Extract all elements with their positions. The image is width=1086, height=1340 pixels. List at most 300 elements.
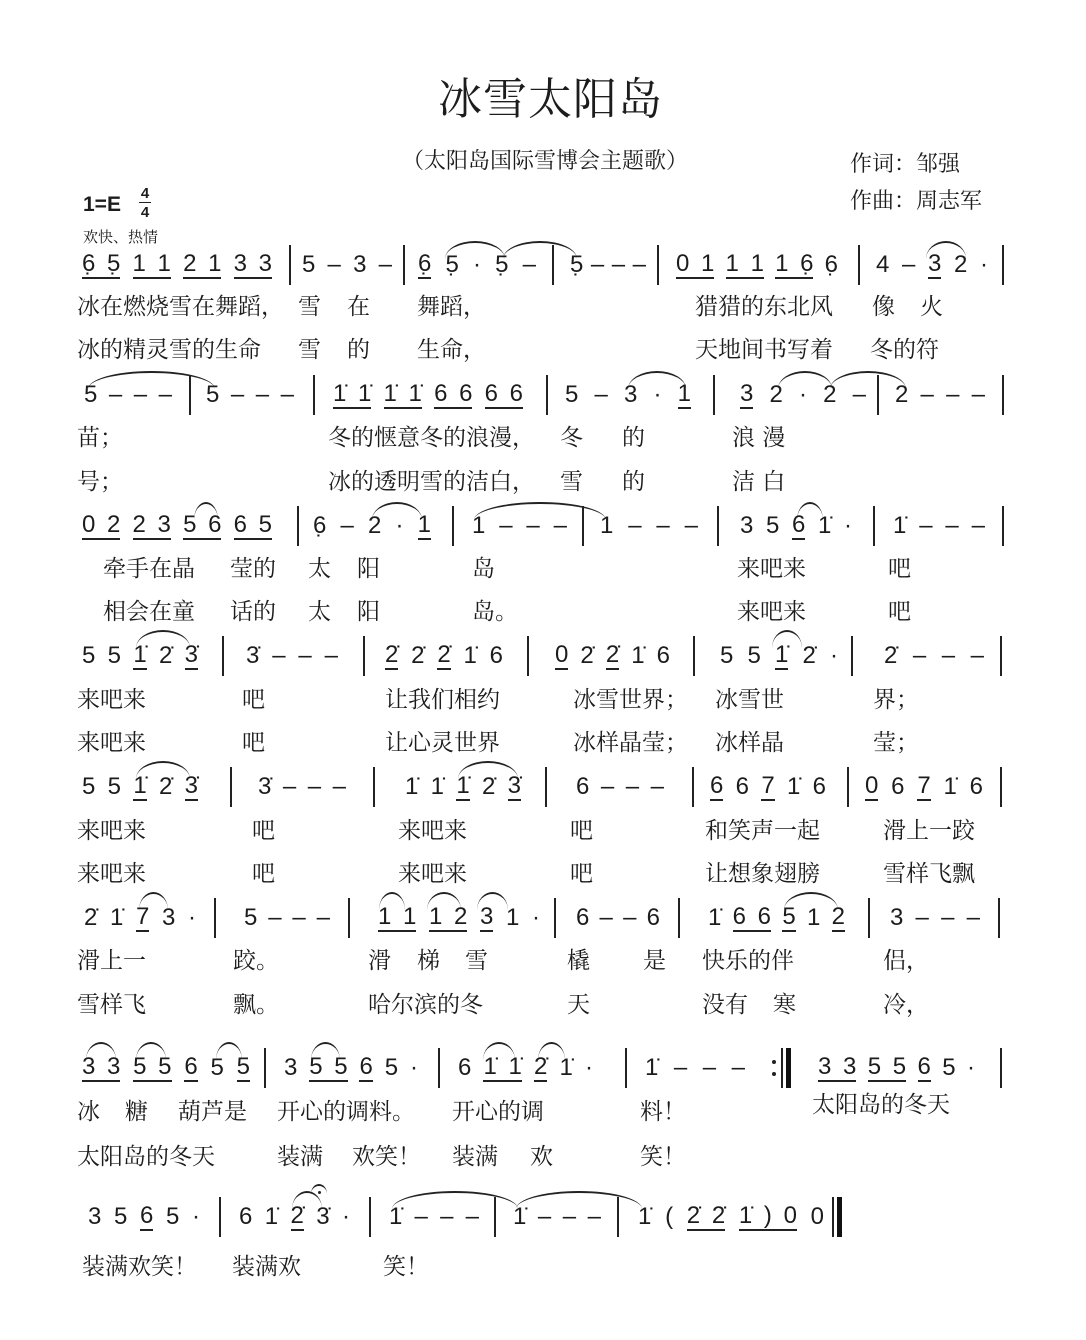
note: – [945,512,959,539]
lyric: 让我们相约 [385,687,500,713]
slur [483,1042,515,1060]
note: 2 [954,251,968,278]
lyric: 冰的精灵雪的生命 [77,337,261,363]
lyric: 火 [920,294,943,320]
lyric: 吧 [570,861,593,887]
note: – [684,512,698,539]
note: – [628,512,642,539]
barline [858,245,860,285]
note: 6 [969,773,983,800]
note: 3̇ [246,642,260,669]
lyric: 冰雪世 [715,687,784,713]
note: – [526,512,540,539]
note: – [230,381,245,408]
time-signature-numerator: 4 [140,185,150,202]
note: 5 [107,642,122,669]
barline [873,506,875,546]
note: 3̇ [316,1203,330,1230]
note: · [342,1203,350,1230]
note-group: 6 6 [732,903,772,930]
lyric: 阳 [357,599,380,625]
lyric: 冷， [883,992,929,1018]
barline [214,898,216,938]
note: – [941,904,955,931]
slur [139,892,168,910]
note: 2̇ [158,642,173,669]
lyric: 来吧来 [77,818,146,844]
note: 1̇ [133,641,147,668]
note: 2 [895,381,909,408]
note: · [409,1054,418,1081]
note: – [673,1054,688,1081]
barline [851,636,853,676]
time-signature-denominator: 4 [140,204,150,221]
note: – [702,1054,717,1081]
time-signature-divider [139,202,151,203]
measure [284,1051,418,1085]
note: – [590,251,605,278]
note: 5 [84,381,98,408]
note: 1̇ [775,641,789,668]
lyric: 冬的符 [870,337,939,363]
lyric: 糖 [125,1099,148,1125]
lyric: 欢 [530,1144,553,1170]
note-group: 1 1 [725,250,764,277]
note: – [378,251,392,278]
note: · [844,512,852,539]
note: 6 [812,773,826,800]
note: 1̇ [430,773,445,800]
tempo-marking: 欢快、热情 [83,228,159,246]
note: – [307,773,322,800]
note: 5 [782,903,796,930]
lyric: 的 [347,337,370,363]
lyric: 生命， [417,337,486,363]
barline [403,245,405,285]
measure [82,248,272,282]
note: – [280,381,294,408]
note: 6̣ [313,512,327,539]
key-signature: 1=E [83,193,121,216]
note: 3 [88,1203,102,1230]
note: 2̇ [84,904,98,931]
lyric: 的 [622,469,645,495]
note: 3 [928,250,942,277]
note: · [473,251,481,278]
note: – [632,251,646,278]
measure [88,1200,200,1234]
note: 3̇ [184,772,198,799]
note: 5 [942,1054,956,1081]
barline-thick [786,1048,791,1088]
note: · [653,381,662,408]
note: 1̇ [389,1203,403,1230]
lyric: 岛。 [472,599,518,625]
slur [784,892,838,910]
lyric: 跤。 [233,948,279,974]
note-group: 0 2 [82,511,121,538]
measure [600,509,698,543]
note: 6 [917,1053,931,1080]
lyric: 猎猎的东北风 [695,294,833,320]
note: – [158,381,172,408]
slur [926,241,966,259]
note: – [650,773,664,800]
note: 1̇ [645,1054,659,1081]
slur [477,892,508,910]
note-group: 6 6 [434,380,473,407]
barline [545,767,547,807]
lyric: 冰雪世界； [573,687,688,713]
lyric: 梯 [417,948,440,974]
lyric: 太阳岛的冬天 [812,1092,950,1118]
measure [333,378,523,412]
note-group: 5 5 [867,1053,907,1080]
lyric: 开心的调料。 [277,1099,415,1125]
slur [830,371,906,389]
note: 3 [353,251,367,278]
note-group: 5 5 [309,1053,348,1080]
barline [1002,506,1004,546]
note: 5̣ [570,251,584,278]
barline [1000,767,1002,807]
note: – [316,904,330,931]
score-title: 冰雪太阳岛 [438,74,663,125]
note: · [531,904,540,931]
note: – [522,251,536,278]
note: 3 [162,904,176,931]
note: 3̇ [258,773,272,800]
note: 1̇ [559,1054,573,1081]
note-group: 5 5 [133,1053,172,1080]
note: 1 [806,904,821,931]
lyric: 吧 [888,556,911,582]
note: 5 [244,904,258,931]
note: 2̇ [481,773,496,800]
lyric: 界； [873,687,919,713]
barline [289,245,291,285]
note: 6 [140,1202,154,1229]
note: 1 [417,511,431,538]
note: 5 [720,642,734,669]
slur [427,892,461,910]
measure [258,770,346,804]
measure [818,1051,975,1085]
note: – [327,251,341,278]
barline [692,767,694,807]
fermata-dot [318,1191,321,1194]
note: 1̇ [786,773,801,800]
note: 6 [891,773,905,800]
lyric: 雪样飞飘 [883,861,975,887]
note: 1̇ [133,772,147,799]
note: 5 [82,773,96,800]
note: 2̇ [884,642,898,669]
note-group: 1 1 [132,250,171,277]
barline [1002,375,1004,415]
note: – [108,381,123,408]
lyric: 装满 [452,1144,498,1170]
note: · [830,642,838,669]
barline [219,1197,221,1237]
note: – [941,642,956,669]
note: 0 [865,772,879,799]
note-group: 6 6 [484,380,523,407]
note: 5 [302,251,316,278]
note: – [292,904,306,931]
note: · [799,381,807,408]
score-subtitle: （太阳岛国际雪博会主题歌） [402,149,689,174]
lyric: 冬 [560,425,583,451]
lyric: 料！ [640,1099,686,1125]
measure [895,378,985,412]
note: 5 [206,381,220,408]
note: – [731,1054,745,1081]
slur [136,1042,166,1060]
note: – [920,381,934,408]
slur [797,502,823,520]
lyric: 苗； [77,425,123,451]
lyric: 雪样飞 [77,992,146,1018]
note-group: 0 1 [676,250,715,277]
note: 5 [107,773,122,800]
lyric: 和笑声一起 [705,818,820,844]
note: 1 [472,512,486,539]
note-group: 1 1 [378,903,417,930]
lyric: 来吧来 [77,861,146,887]
note: 2̇ [605,641,620,668]
note: 2 [769,381,783,408]
barline-thick [837,1197,842,1237]
barline [693,636,695,676]
lyric: 来吧来 [398,818,467,844]
note: 1̇ [893,512,907,539]
note: · [980,251,988,278]
measure [458,1051,593,1085]
slur [88,371,215,389]
lyric: 装满欢 [232,1254,301,1280]
barline [222,636,224,676]
slur [86,1042,116,1060]
note: 0 [555,641,569,668]
note: 5̣ [495,251,509,278]
note: 2̇ [385,641,399,668]
slur [628,371,686,389]
barline [554,898,556,938]
lyric: 冰的透明雪的洁白， [328,469,535,495]
measure [884,639,984,673]
note-group: 3 3 [233,250,272,277]
note: 5 [236,1053,250,1080]
slur [778,371,832,389]
slur [516,1191,642,1209]
note: 5 [565,381,579,408]
lyric: 来吧来 [398,861,467,887]
lyric: 雪 [298,294,321,320]
note: 6 [489,642,503,669]
note: · [584,1054,593,1081]
paren-open: ( [665,1203,674,1230]
note: – [440,1203,454,1230]
lyric: 岛 [472,556,495,582]
note: 6 [359,1053,373,1080]
lyric: 在 [347,294,370,320]
lyric: 快乐的伴 [702,948,794,974]
measure [246,639,338,673]
measure [576,901,660,935]
slur [136,630,190,648]
note: – [282,773,297,800]
lyric: 让想象翅膀 [705,861,820,887]
lyric: 葫芦是 [178,1099,247,1125]
lyric: 太 [308,599,331,625]
note: – [600,773,615,800]
note: 3 [740,512,754,539]
note-group: 2 1 [183,250,222,277]
note: 1 [677,380,691,407]
note: 6 [792,511,806,538]
note: 1̇ [818,512,832,539]
lyric: 滑 [368,948,391,974]
composer-credit: 作曲：周志军 [850,189,983,214]
note: – [268,904,282,931]
lyric: 像 [872,294,895,320]
measure [645,1051,745,1085]
note: – [919,512,933,539]
note: 1̇ [708,904,722,931]
note: – [340,512,354,539]
note: 1̇ [463,642,477,669]
note: 5̣ [445,251,459,278]
lyric: 雪 [298,337,321,363]
note: 1̇ [631,642,645,669]
lyric: 没有 [702,992,748,1018]
measure [385,639,503,673]
note: · [966,1054,975,1081]
note: 3 [740,380,754,407]
note: 3 [890,904,904,931]
note: 7 [761,772,775,799]
lyric: 冰 [77,1099,100,1125]
note: 6 [576,773,590,800]
note: 1 [505,904,520,931]
lyric: 莹； [873,730,919,756]
note: – [902,251,916,278]
note-group: 3 3 [818,1053,857,1080]
lyric: 滑上一跤 [883,818,975,844]
note: 1̇ [456,772,470,799]
lyric: 吧 [888,599,911,625]
note: 3̇ [184,641,198,668]
note: – [966,904,980,931]
lyric: 侣， [883,948,929,974]
lyric: 橇 [567,948,590,974]
lyric: 笑！ [640,1144,686,1170]
note: 6̣ [824,251,838,278]
measure [865,770,983,804]
note: 2̇ [290,1202,304,1229]
note: 5 [166,1203,180,1230]
barline [297,506,299,546]
lyric: 吧 [242,730,265,756]
note-group: 6̣ 5̣ [82,250,121,277]
slur [474,502,606,520]
slur [392,1191,518,1209]
lyric: 来吧来 [737,599,806,625]
note-group: 1̇ 1̇ [483,1053,522,1080]
barline [264,1048,266,1088]
barline [546,375,548,415]
measure [740,509,852,543]
lyric: 天地间书写着 [695,337,833,363]
note: 5 [82,642,96,669]
note: 2̇ [411,642,425,669]
note-group: 1̇ 1̇ [333,380,372,407]
slur [772,630,802,648]
note: 6 [710,772,724,799]
note: 5 [210,1054,224,1081]
note: 2̇ [158,773,173,800]
lyric: 来吧来 [737,556,806,582]
barline [998,898,1000,938]
note: – [499,512,513,539]
note: – [133,381,148,408]
lyricist-credit: 作词：邹强 [850,152,961,177]
barline [781,1048,783,1088]
note: 6 [184,1053,198,1080]
slur [194,502,218,520]
note: 1̇ [405,773,419,800]
note: – [625,773,640,800]
lyric: 寒 [773,992,796,1018]
slur [503,241,577,259]
note: – [594,381,608,408]
lyric: 冰样晶莹； [573,730,688,756]
note: 6̣ [418,250,432,277]
note: – [611,251,626,278]
lyric: 滑上一 [77,948,146,974]
slur [311,1042,340,1060]
note: 2̇ [533,1053,548,1080]
lyric: 的 [622,425,645,451]
lyric: 来吧来 [77,730,146,756]
note: · [395,512,404,539]
lyric: 让心灵世界 [385,730,500,756]
measure [570,248,646,282]
note-group: 2 3 [132,511,171,538]
note: 6 [646,904,660,931]
note: – [915,904,929,931]
barline [369,1197,371,1237]
lyric: 莹的 [230,556,276,582]
note: 2 [831,903,845,930]
lyric: 天 [567,992,590,1018]
note: – [912,642,927,669]
lyric: 太阳岛的冬天 [77,1144,215,1170]
barline [373,767,375,807]
slur [379,892,405,910]
note: 1̇ [943,773,957,800]
slur [458,761,518,779]
barline [717,506,719,546]
barline [1000,1048,1002,1088]
note: – [971,512,985,539]
slur [136,761,190,779]
measure [638,1200,824,1234]
lyric: 雪 [465,948,488,974]
lyric: 浪 漫 [732,425,786,451]
note: 5 [384,1054,399,1081]
